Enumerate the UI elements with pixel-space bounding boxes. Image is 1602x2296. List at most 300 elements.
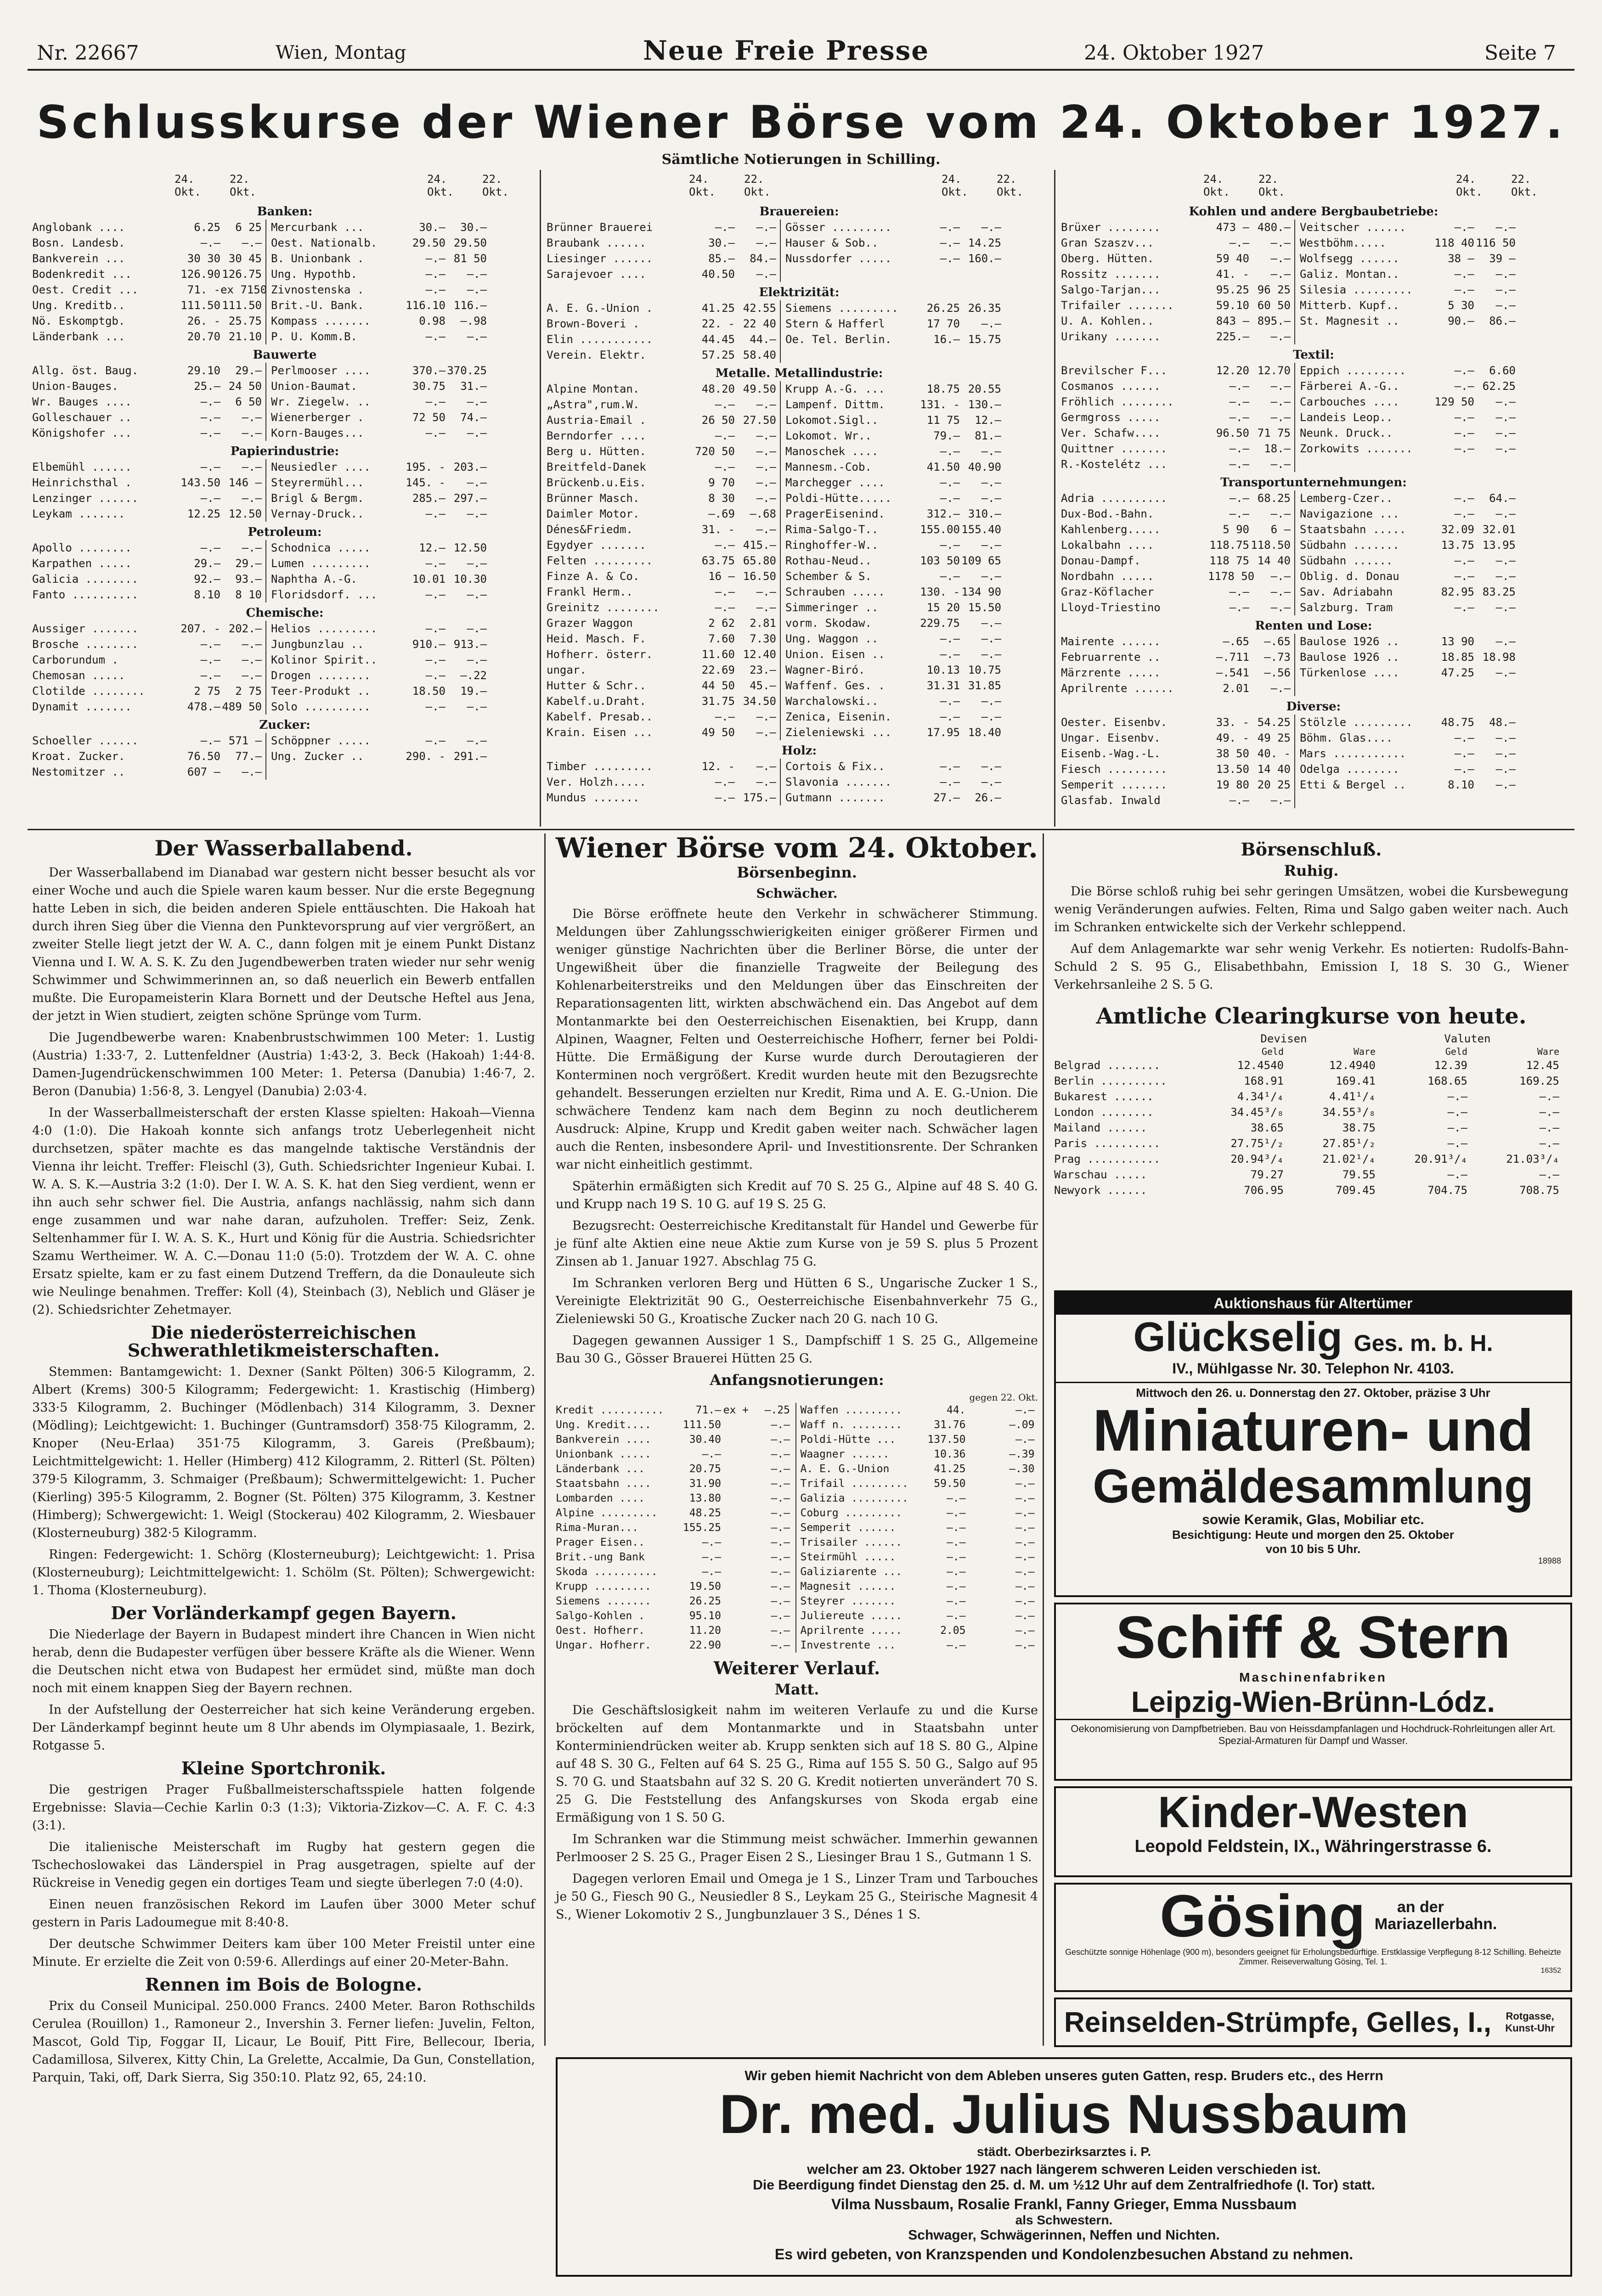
- stock-value: —.—: [1229, 442, 1249, 455]
- stocks-bottom-rule: [28, 829, 1574, 830]
- stock-name: Brosche ........: [32, 638, 139, 651]
- anf-value: 26.25: [689, 1595, 721, 1607]
- stock-name: Kahlenberg.....: [1061, 523, 1161, 536]
- stock-row: [32, 540, 537, 556]
- stock-value: 60 50: [1257, 299, 1291, 312]
- clearing-rate: —.—: [1447, 1168, 1467, 1181]
- stock-value: —.—: [756, 398, 776, 411]
- death-l1: Wir geben hiemit Nachricht von dem Ableben unseres guten Gatten, resp. Bruders etc., des Herrn: [745, 2068, 1383, 2083]
- stock-row: [547, 553, 1052, 568]
- stock-row: [1061, 537, 1566, 553]
- stock-name: Sav. Adriabahn: [1300, 585, 1393, 598]
- stock-name: Hofherr. österr.: [547, 648, 653, 661]
- row-separator: [780, 381, 785, 397]
- stock-value: 77.—: [235, 750, 262, 763]
- stock-section-title: Kohlen und andere Bergbaubetriebe:: [1189, 205, 1438, 219]
- stock-value: 12. -: [701, 760, 735, 773]
- stock-value: [1433, 329, 1474, 344]
- anf-value: —.—: [1015, 1507, 1035, 1519]
- anf-value: [721, 1506, 749, 1520]
- stock-value: 95.25: [1216, 283, 1249, 296]
- stock-row: [32, 459, 537, 475]
- stock-name: Marchegger ....: [785, 476, 885, 489]
- anf-name: Rima-Muran...: [556, 1522, 639, 1534]
- stock-row: [547, 615, 1052, 631]
- row-separator: [1294, 584, 1300, 600]
- stock-value: 29.50: [412, 236, 446, 249]
- stock-row: [32, 425, 537, 441]
- stock-name: Brit.-U. Bank.: [271, 299, 364, 312]
- stock-value: —.—: [425, 734, 446, 747]
- stock-row: [547, 506, 1052, 522]
- anf-value: [721, 1476, 749, 1491]
- anf-name: A. E. G.-Union: [800, 1463, 890, 1475]
- anf-name: Steyrer .......: [800, 1595, 896, 1607]
- boerse-p3: Bezugsrecht: Oesterreichische Kreditanstalt für Handel und Gewerbe für je fünf alte Aktien eine neue Aktie zum Kurse von je 59 S. plus 5 Prozent Zinsen ab 1. Januar 1927. Abschlag 75 G.: [556, 1219, 1038, 1269]
- stock-value: —.—: [940, 445, 960, 458]
- stock-value: 31.31: [926, 679, 960, 692]
- stock-value: 8 30: [708, 492, 735, 505]
- row-separator: [780, 600, 785, 615]
- stock-value: —.—: [467, 557, 487, 570]
- stock-name: Carborundum .: [32, 653, 118, 666]
- stock-name: [271, 764, 404, 780]
- stock-name: Manoschek ....: [785, 445, 879, 458]
- stock-row: [547, 774, 1052, 790]
- row-separator: [780, 475, 785, 490]
- ad-glueckselig-l10: 18988: [1538, 1556, 1561, 1565]
- stock-value: 40. -: [1257, 747, 1291, 760]
- stock-row: [1061, 313, 1566, 329]
- stock-name: Union-Baumat.: [271, 380, 357, 393]
- stock-value: —.—: [1270, 570, 1291, 583]
- stock-name: Rima-Salgo-T..: [785, 523, 879, 536]
- stock-name: „Astra",rum.W.: [547, 398, 640, 411]
- stock-section-title: Renten und Lose:: [1255, 619, 1372, 633]
- stock-name: Egydyer .......: [547, 539, 646, 551]
- stock-value: —.—: [242, 461, 262, 473]
- stock-row: [1061, 456, 1566, 472]
- ad-goesing-l3: Geschützte sonnige Höhenlage (900 m), besonders geeignet für Erholungsbedürftige. Erstklassige Verpflegung 8-12 Schilling. Beheizte Zimmer. Reiseverwaltung Gösing, Tel. 1.: [1065, 1947, 1561, 1966]
- anf-row: [800, 1506, 1038, 1520]
- anf-row: [556, 1564, 795, 1579]
- row-separator: [265, 540, 271, 556]
- stock-value: —.—: [425, 653, 446, 666]
- stock-name: Floridsdorf. ...: [271, 588, 378, 601]
- stock-name: Oest. Credit ...: [32, 283, 139, 296]
- stock-value: —.—: [756, 236, 776, 249]
- stock-name: A. E. G.-Union .: [547, 302, 653, 315]
- stock-value: 81.—: [975, 429, 1001, 442]
- stock-name: Finze A. & Co.: [547, 570, 640, 583]
- sportchronik-p4: Der deutsche Schwimmer Deiters kam über 100 Meter Freistil unter eine Minute. Er erzielte die Zeit von 0:59·6. Allerdings auf einer 20-Meter-Bahn.: [32, 1937, 535, 1969]
- stock-value: 111.50: [181, 299, 220, 312]
- stock-row: [32, 363, 537, 378]
- stock-name: Trifailer .......: [1061, 299, 1174, 312]
- stock-name: Staatsbahn .....: [1300, 523, 1406, 536]
- anf-name: Brit.-ung Bank: [556, 1551, 645, 1563]
- stock-name: vorm. Skodaw.: [785, 617, 872, 630]
- stock-name: Quittner .......: [1061, 442, 1168, 455]
- stock-name: Stölzle .........: [1300, 716, 1413, 729]
- bayern-p1: Die Niederlage der Bayern in Budapest mindert ihre Chancen in Wien nicht herab, denn die Budapester verfügen über bessere Kräfte als die Wiener. Wenn die Deutschen nicht etwa von Budapest her ermüdet sind, müßte man doch noch mit einem knappen Sieg der Bayern rechnen.: [32, 1627, 535, 1695]
- anf-value: 71.—: [695, 1404, 721, 1416]
- stock-value: 30.—: [460, 221, 487, 234]
- stock-value: —.—: [715, 429, 735, 442]
- anf-value: [965, 1638, 993, 1653]
- stock-value: 29.—: [235, 364, 262, 377]
- row-separator: [1294, 715, 1300, 730]
- stock-row: [547, 397, 1052, 412]
- anf-value: [965, 1550, 993, 1564]
- stock-value: 45.—: [750, 679, 776, 692]
- column-divider-1: [544, 833, 546, 2046]
- stock-row: [32, 329, 537, 344]
- stock-value: 16.—: [933, 333, 960, 346]
- stock-value: —.—: [425, 330, 446, 343]
- stock-value: 175.—: [743, 791, 776, 804]
- stock-value: —.—: [242, 669, 262, 682]
- clearing-table: [1054, 1058, 1568, 1198]
- stock-name: Neusiedler ....: [271, 461, 371, 473]
- stock-value: 130. -: [920, 585, 960, 598]
- row-separator: [1294, 522, 1300, 537]
- stock-row: [1061, 394, 1566, 410]
- stock-value: —.—: [940, 760, 960, 773]
- row-separator: [1294, 777, 1300, 793]
- anf-value: —.—: [946, 1581, 966, 1593]
- stock-name: Stern & Hafferl: [785, 317, 885, 330]
- stock-name: Ung. Kreditb..: [32, 299, 125, 312]
- row-separator: [780, 428, 785, 444]
- stock-name: Drogen ........: [271, 669, 371, 682]
- anf-row: [556, 1550, 795, 1564]
- stock-section-title: Chemische:: [246, 606, 324, 620]
- stock-value: —.—: [425, 622, 446, 635]
- stock-value: —.—: [1229, 236, 1249, 249]
- stock-value: 1178 50: [1208, 570, 1255, 583]
- stock-value: 0.98: [419, 315, 446, 327]
- stock-value: —.—: [981, 317, 1001, 330]
- stock-value: 12.20: [1216, 364, 1249, 377]
- stock-name: Etti & Bergel ..: [1300, 778, 1406, 791]
- stock-row: [547, 678, 1052, 693]
- anf-name: Galizia .........: [800, 1492, 908, 1504]
- stock-name: Donau-Dampf.: [1061, 554, 1141, 567]
- stock-value: —.—: [1229, 492, 1249, 505]
- stock-value: —.—: [425, 557, 446, 570]
- stock-name: Wolfsegg ......: [1300, 252, 1399, 265]
- stock-row: [1061, 568, 1566, 584]
- stock-value: 23.—: [750, 664, 776, 676]
- stock-name: Gösser .........: [785, 221, 892, 234]
- stock-value: 30.—: [708, 236, 735, 249]
- row-separator: [780, 219, 785, 235]
- stock-value: 34.50: [743, 695, 776, 708]
- date-label: 22. Okt.: [1258, 173, 1285, 198]
- wasserball-p1: Der Wasserballabend im Dianabad war gestern nicht besser besucht als vor einer Woche und auch die Spiele waren kaum besser. Nur die erste Begegnung hatte Leben in sich, die beiden anderen Spiele enttäuschten. Die Hakoah hat durch ihren Sieg über die Vienna den Punktevorsprung auf vier vergrößert, an zweiter Stelle liegt jetzt der W. A. C., dann folgen mit je einem Punkt Distanz Vienna und I. W. A. S. K. Zu den Jugendbewerben traten wieder nur sehr wenig Schwimmer und Schwimmerinnen an, so daß neuerlich ein Bewerb entfallen mußte. Die Europameisterin Klara Bornett und der Deutsche Heftel aus Jena, der jetzt in Wien studiert, zeigten schöne Sprünge vom Turm.: [32, 866, 535, 1023]
- anf-value: 20.75: [689, 1463, 721, 1475]
- stock-value: —.—: [425, 395, 446, 408]
- row-separator: [1294, 681, 1300, 696]
- stock-name: Zorkowits .......: [1300, 442, 1413, 455]
- anf-row: [556, 1462, 795, 1476]
- anf-row: [800, 1550, 1038, 1564]
- clearing-row: [1054, 1182, 1568, 1198]
- stock-value: —.—: [756, 726, 776, 739]
- stock-value: —.—: [715, 221, 735, 234]
- stock-value: 15 20: [926, 601, 960, 614]
- anf-value: —.—: [1015, 1404, 1035, 1416]
- stock-value: 6.25: [194, 221, 220, 234]
- stock-row: [32, 506, 537, 522]
- stock-name: [785, 347, 919, 363]
- stock-value: 13 90: [1441, 635, 1474, 648]
- page-title: Schlusskurse der Wiener Börse vom 24. Oktober 1927.: [36, 96, 1566, 149]
- stock-value: 111.50: [222, 299, 262, 312]
- anf-value: —.—: [1015, 1566, 1035, 1578]
- row-separator: [265, 490, 271, 506]
- clearing-rate: 27.85¹/₂: [1322, 1137, 1376, 1150]
- anf-left: [556, 1403, 796, 1653]
- stock-row: [32, 298, 537, 313]
- stock-value: 54.25: [1257, 716, 1291, 729]
- stock-value: —.—: [1495, 221, 1516, 234]
- stock-column-header: [547, 170, 1052, 201]
- anf-value: [965, 1432, 993, 1447]
- stock-value: 38 50: [1216, 747, 1249, 760]
- anf-value: —.—: [946, 1507, 966, 1519]
- stock-name: Silesia .........: [1300, 283, 1413, 296]
- stock-name: Felten .........: [547, 554, 653, 567]
- row-separator: [1294, 363, 1300, 378]
- stock-value: 13.75: [1441, 539, 1474, 551]
- clearing-rate: 708.75: [1519, 1184, 1559, 1197]
- stock-name: Südbahn .......: [1300, 539, 1399, 551]
- stock-value: —.—: [1270, 507, 1291, 520]
- anf-value: —.—: [771, 1448, 790, 1460]
- anf-value: 31.76: [934, 1419, 966, 1431]
- death-l2: Dr. med. Julius Nussbaum: [719, 2083, 1409, 2145]
- ad-glueckselig-l7: sowie Keramik, Glas, Mobiliar etc.: [1202, 1512, 1424, 1527]
- clearing-city: Berlin ..........: [1054, 1075, 1167, 1087]
- stock-value: —.—: [756, 523, 776, 536]
- stock-name: Semperit .......: [1061, 778, 1168, 791]
- stock-value: —.—: [467, 622, 487, 635]
- row-separator: [265, 329, 271, 344]
- stock-row: [547, 759, 1052, 774]
- stock-value: 910.—: [412, 638, 446, 651]
- stock-value: 290. -: [406, 750, 446, 763]
- stock-value: —.—: [1270, 585, 1291, 598]
- row-separator: [265, 394, 271, 410]
- stock-name: Brückenb.u.Eis.: [547, 476, 646, 489]
- stock-value: [1474, 793, 1516, 808]
- anf-value: [965, 1564, 993, 1579]
- anf-value: 95.10: [689, 1610, 721, 1622]
- stock-name: Schodnica .....: [271, 541, 371, 554]
- stock-name: Februarrente ..: [1061, 651, 1161, 664]
- anf-title: Anfangsnotierungen:: [710, 1371, 884, 1389]
- ad-goesing-l4: 16352: [1540, 1966, 1561, 1975]
- stock-name: Südbahn ......: [1300, 554, 1393, 567]
- stock-value: 285.—: [412, 492, 446, 505]
- row-separator: [265, 219, 271, 235]
- stock-value: 2.81: [750, 617, 776, 630]
- stock-value: —.—: [467, 653, 487, 666]
- stock-value: 10.01: [412, 573, 446, 585]
- anf-value: —.—: [946, 1639, 966, 1651]
- boersenschluss-title: Börsenschluß.: [1241, 839, 1382, 860]
- clearing-rate: 12.4940: [1329, 1059, 1376, 1072]
- stock-row: [1061, 251, 1566, 266]
- anf-name: Waffen .........: [800, 1404, 903, 1416]
- stock-column-header: [32, 170, 537, 201]
- boersenschluss-p2: Auf dem Anlagemarkte war sehr wenig Verkehr. Es notierten: Rudolfs-Bahn-Schuld 2 S. 95 G., Elisabethbahn, Emission I, 18 S. 30 G., Wiener Verkehrsanleihe 2 S. 5 G.: [1054, 942, 1568, 992]
- ad-kinder-westen: [1054, 1786, 1572, 1877]
- anf-value: 41.25: [934, 1463, 966, 1475]
- row-separator: [1294, 378, 1300, 394]
- bayern-p2: In der Aufstellung der Oesterreicher hat sich keine Veränderung ergeben. Der Länderkampf beginnt heute um 8 Uhr abends im Olympiasaale, 1. Bezirk, Rotgasse 5.: [32, 1703, 535, 1753]
- boersenschluss-p1: Die Börse schloß ruhig bei sehr geringen Umsätzen, wobei die Kursbewegung wenig Veränderungen aufwies. Felten, Rima und Salgo gaben weiter nach. Auch im Schranken entwickelte sich der Verkehr schleppend.: [1054, 884, 1568, 934]
- stock-value: 29.—: [235, 557, 262, 570]
- anf-name: Semperit ......: [800, 1522, 896, 1534]
- anf-value: —.—: [771, 1463, 790, 1475]
- stock-value: 8 10: [235, 588, 262, 601]
- row-separator: [1294, 537, 1300, 553]
- stock-row: [547, 381, 1052, 397]
- stock-name: Galicia ........: [32, 573, 139, 585]
- stock-value: 44.45: [701, 333, 735, 346]
- anf-value: —.—: [1015, 1434, 1035, 1446]
- stock-name: Brevilscher F...: [1061, 364, 1168, 377]
- stock-row: [32, 282, 537, 298]
- stock-value: 33. -: [1216, 716, 1249, 729]
- stock-value: 48.—: [1489, 716, 1516, 729]
- stock-name: Lokomot. Wr..: [785, 429, 872, 442]
- stock-value: —.—: [1270, 411, 1291, 424]
- row-separator: [1294, 793, 1300, 808]
- stock-name: Brüxer ........: [1061, 221, 1161, 234]
- stock-name: Poldi-Hütte.....: [785, 492, 892, 505]
- anf-value: 11.20: [689, 1625, 721, 1637]
- row-separator: [1294, 313, 1300, 329]
- boerse-p4: Im Schranken verloren Berg und Hütten 6 S., Ungarische Zucker 1 S., Vereinigte Elektrizität 90 G., Oesterreichische Eisenbahnverkehr 75 G., Zieleniewski 50 G., Kroatische Zucker nach 20 G. nach 10 G.: [556, 1276, 1038, 1326]
- stock-value: —.—: [200, 236, 220, 249]
- ad-glueckselig-l5: Miniaturen- und: [1093, 1398, 1534, 1463]
- stock-name: Wr. Ziegelw. ..: [271, 395, 371, 408]
- ad-goesing: [1054, 1883, 1572, 1992]
- stock-row: [1061, 761, 1566, 777]
- anf-value: —.—: [946, 1536, 966, 1548]
- stock-value: [1433, 681, 1474, 696]
- stock-value: —.—: [756, 760, 776, 773]
- stock-value: —.—: [1270, 380, 1291, 393]
- anf-value: —.30: [1009, 1463, 1035, 1475]
- row-separator: [1294, 282, 1300, 298]
- stock-value: [960, 347, 1001, 363]
- anf-name: Waff n. ........: [800, 1419, 903, 1431]
- stock-row: [1061, 584, 1566, 600]
- stock-value: —.—: [467, 268, 487, 281]
- stock-value: 8.10: [194, 588, 220, 601]
- stock-column-2: [547, 170, 1052, 805]
- stock-value: 18.75: [926, 383, 960, 395]
- stock-row: [547, 631, 1052, 647]
- anf-name: Poldi-Hütte ...: [800, 1434, 896, 1446]
- stock-value: —.—: [756, 221, 776, 234]
- anf-value: [721, 1564, 749, 1579]
- stock-value: 31. -: [701, 523, 735, 536]
- stock-name: R.-Kostelétz ...: [1061, 458, 1168, 471]
- stock-value: 22.69: [701, 664, 735, 676]
- further-title: Weiterer Verlauf.: [713, 1658, 880, 1678]
- stock-value: 83.25: [1482, 585, 1516, 598]
- clearing-rate: —.—: [1447, 1121, 1467, 1134]
- anf-value: —.25: [764, 1404, 790, 1416]
- stock-row: [32, 764, 537, 780]
- date-label: 22. Okt.: [744, 173, 771, 198]
- stock-value: —.—: [756, 476, 776, 489]
- stock-name: Baulose 1926 ..: [1300, 651, 1399, 664]
- ad-schiff-l1: Schiff & Stern: [1116, 1604, 1511, 1671]
- stock-value: 7.30: [750, 632, 776, 645]
- anf-name: Prager Eisen..: [556, 1536, 645, 1548]
- anf-value: —.—: [1015, 1639, 1035, 1651]
- stock-value: —.—: [981, 539, 1001, 551]
- row-separator: [265, 410, 271, 425]
- row-separator: [1294, 506, 1300, 522]
- ad-reinselden-l1: Reinselden-Strümpfe, Gelles, I.,: [1064, 2006, 1492, 2038]
- anf-value: —.—: [771, 1639, 790, 1651]
- stock-name: Simmeringer ..: [785, 601, 879, 614]
- stock-value: 12.50: [453, 541, 487, 554]
- row-separator: [265, 668, 271, 683]
- stock-value: —.—: [981, 632, 1001, 645]
- stock-value: 13.50: [1216, 763, 1249, 776]
- stock-value: 40.90: [968, 461, 1001, 473]
- stock-row: [547, 300, 1052, 316]
- clearing-rate: —.—: [1447, 1106, 1467, 1119]
- stock-value: 29.—: [194, 557, 220, 570]
- anf-value: [965, 1447, 993, 1462]
- anf-value: —.—: [946, 1566, 966, 1578]
- stock-value: —.—: [200, 461, 220, 473]
- row-separator: [780, 444, 785, 459]
- row-separator: [780, 506, 785, 522]
- stock-name: Braubank ......: [547, 236, 646, 249]
- anf-value: —.—: [1015, 1536, 1035, 1548]
- stock-name: Dynamit .......: [32, 700, 132, 713]
- stock-name: Königshofer ...: [32, 427, 132, 439]
- stock-value: —.—: [242, 653, 262, 666]
- stock-value: —.—: [1495, 570, 1516, 583]
- column-divider-2: [1043, 833, 1044, 2046]
- stock-value: —.—: [1229, 601, 1249, 614]
- stock-name: Mars ...........: [1300, 747, 1406, 760]
- anf-value: —.—: [1015, 1610, 1035, 1622]
- stock-value: —.—: [1229, 395, 1249, 408]
- row-separator: [1294, 761, 1300, 777]
- stock-value: 16 —: [708, 570, 735, 583]
- stock-value: —.—: [200, 492, 220, 505]
- wasserball-title: Der Wasserballabend.: [154, 836, 413, 861]
- stock-name: Nestomitzer ..: [32, 765, 125, 778]
- stock-name: Sarajevoer ....: [547, 268, 646, 281]
- row-separator: [780, 693, 785, 709]
- stock-value: 2 75: [235, 685, 262, 698]
- anf-value: —.09: [1009, 1419, 1035, 1431]
